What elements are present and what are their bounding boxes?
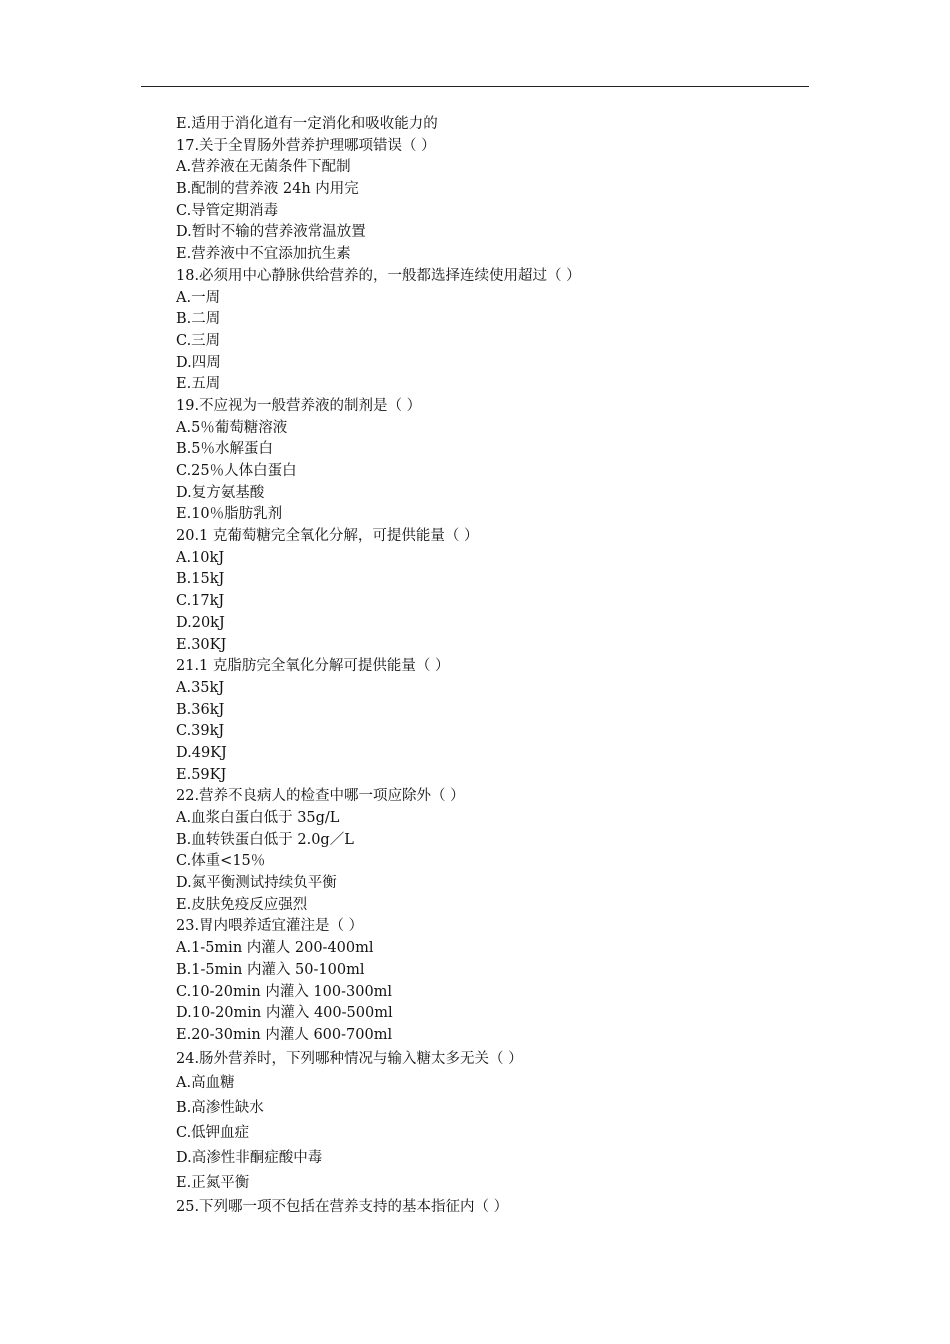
text-line: 18.必须用中心静脉供给营养的，一般都选择连续使用超过（ ） (176, 267, 581, 284)
text-line: D.复方氨基酸 (176, 484, 265, 501)
text-line: D.暂时不输的营养液常温放置 (176, 224, 366, 241)
text-line: B.15kJ (176, 571, 225, 588)
text-line: E.20-30min 内灌人 600-700ml (176, 1026, 393, 1043)
text-line: C.17kJ (176, 593, 225, 610)
header-rule (141, 86, 809, 87)
text-line: 20.1 克葡萄糖完全氧化分解，可提供能量（ ） (176, 528, 479, 545)
text-line: A.10kJ (176, 549, 225, 566)
text-line: 24.肠外营养时，下列哪种情况与输入糖太多无关（ ） (176, 1050, 523, 1067)
text-line: 22.营养不良病人的检查中哪一项应除外（ ） (176, 788, 465, 805)
text-line: C.体重<15％ (176, 853, 266, 870)
text-line: B.血转铁蛋白低于 2.0g／L (176, 831, 354, 848)
text-line: C.三周 (176, 332, 221, 349)
text-line: B.36kJ (176, 701, 225, 718)
text-line: 19.不应视为一般营养液的制剂是（ ） (176, 397, 422, 414)
text-line: B.二周 (176, 311, 221, 328)
text-line: E.五周 (176, 376, 221, 393)
text-line: 25.下列哪一项不包括在营养支持的基本指征内（ ） (176, 1199, 509, 1216)
text-line: C.25％人体白蛋白 (176, 463, 297, 479)
text-line: A.1-5min 内灌人 200-400ml (176, 940, 374, 957)
text-line: E.10％脂肪乳剂 (176, 506, 283, 523)
text-line: A.35kJ (176, 679, 225, 696)
text-line: A.一周 (176, 289, 221, 306)
text-line: A.营养液在无菌条件下配制 (176, 159, 351, 176)
text-line: E.30KJ (176, 636, 227, 653)
text-line: A.高血糖 (176, 1075, 235, 1092)
text-line: B.1-5min 内灌入 50-100ml (176, 961, 365, 978)
text-line: D.高渗性非酮症酸中毒 (176, 1149, 323, 1166)
text-line: E.营养液中不宜添加抗生素 (176, 246, 351, 263)
text-line: E.59KJ (176, 766, 227, 783)
question-block (176, 114, 796, 1047)
document-body (176, 114, 796, 1220)
question-block-tail (176, 1047, 796, 1221)
text-line: C.10-20min 内灌入 100-300ml (176, 983, 393, 1000)
text-line: C.低钾血症 (176, 1124, 250, 1141)
text-line: D.氮平衡测试持续负平衡 (176, 875, 337, 892)
text-line: 23.胃内喂养适宜灌注是（ ） (176, 918, 364, 935)
text-line: B.高渗性缺水 (176, 1100, 264, 1117)
text-line: B.配制的营养液 24h 内用完 (176, 181, 359, 198)
text-line: A.血浆白蛋白低于 35g/L (176, 810, 340, 826)
text-line: C.导管定期消毒 (176, 202, 279, 219)
text-line: E.适用于消化道有一定消化和吸收能力的 (176, 116, 438, 132)
text-line: D.20kJ (176, 614, 225, 631)
text-line: C.39kJ (176, 723, 225, 740)
text-line: B.5％水解蛋白 (176, 441, 273, 458)
text-line: 17.关于全胃肠外营养护理哪项错误（ ） (176, 137, 436, 154)
text-line: E.正氮平衡 (176, 1174, 250, 1191)
text-line: D.49KJ (176, 744, 227, 761)
text-line: A.5％葡萄糖溶液 (176, 419, 288, 436)
text-line: D.10-20min 内灌入 400-500ml (176, 1005, 393, 1022)
text-line: D.四周 (176, 354, 221, 371)
text-line: 21.1 克脂肪完全氧化分解可提供能量（ ） (176, 658, 450, 675)
text-line: E.皮肤免疫反应强烈 (176, 896, 308, 913)
